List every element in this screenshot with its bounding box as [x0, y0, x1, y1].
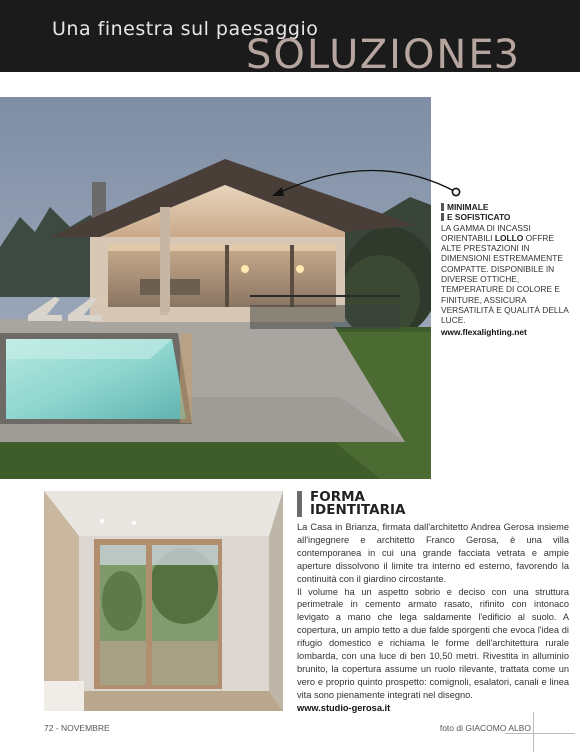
- article-body: [297, 521, 569, 702]
- callout-title-2: [441, 212, 576, 222]
- article-paragraph-2: Il volume ha un aspetto sobrio e deciso con una struttura perimetrale in cemento armato rasato, rifinito con intonaco levigato a mano che lega saldamente l'edificio al suolo. A copertura, un ampio tetto a due falde sporgenti che evoca l'idea di rifugio domestico e richiama le forme dell'architettura rurale lombarda, con una luce di ben 10,50 metri. Rivestita in alluminio brunito, la copertura assume un ruolo rilevante, trattata come un vero e proprio quinto prospetto: comignoli, esalatori, canali e linea vita sono pienamente integrati nel disegno.: [297, 586, 569, 700]
- callout-title-1: MINIMALE: [441, 202, 576, 212]
- callout-text-before: LA GAMMA DI INCASSI ORIENTABILI: [441, 222, 531, 243]
- article-heading-line2: IDENTITARIA: [310, 502, 406, 518]
- crop-mark-horizontal: [505, 733, 575, 734]
- crop-mark-vertical: [533, 712, 534, 752]
- article-paragraph-1: La Casa in Brianza, firmata dall'architetto Andrea Gerosa insieme all'ingegnere e architetto Franco Gerosa, è una villa contemporanea in cui una grande facciata vetrata e ampie aperture dissolvono il limite tra interno ed esterno, favorendo la continuità con il giardino circostante.: [297, 522, 569, 584]
- section-kicker: Una finestra sul paesaggio: [52, 18, 319, 40]
- section-word: SOLUZIONE: [246, 32, 496, 72]
- page-number: 72 - NOVEMBRE: [44, 723, 110, 733]
- article-url-link[interactable]: www.studio-gerosa.it: [297, 702, 391, 713]
- callout-brand: LOLLO: [494, 232, 524, 243]
- villa-interior-photo: [44, 491, 283, 711]
- article-block: [297, 491, 569, 713]
- article-heading-line1: FORMA: [310, 489, 365, 505]
- callout-title-2-text: E SOFISTICATO: [447, 212, 511, 223]
- section-title: [246, 32, 522, 72]
- callout-text-after: OFFRE ALTE PRESTAZIONI IN DIMENSIONI ESTREMAMENTE COMPATTE. DISPONIBILE IN DIVERSE OTTICHE, TEMPERATURE DI COLORE E FINITURE, ASSICURA VERSATILITÀ E QUALITÀ DELLA LUCE.: [441, 232, 569, 326]
- section-number: 3: [493, 32, 522, 72]
- product-callout: [441, 202, 576, 337]
- callout-pointer: [264, 160, 464, 205]
- article-heading: [297, 491, 569, 517]
- villa-exterior-photo: [0, 97, 431, 479]
- photo-credit: foto di GIACOMO ALBO: [439, 723, 531, 733]
- page-header: [0, 0, 580, 72]
- callout-url-link[interactable]: www.flexalighting.net: [441, 326, 527, 337]
